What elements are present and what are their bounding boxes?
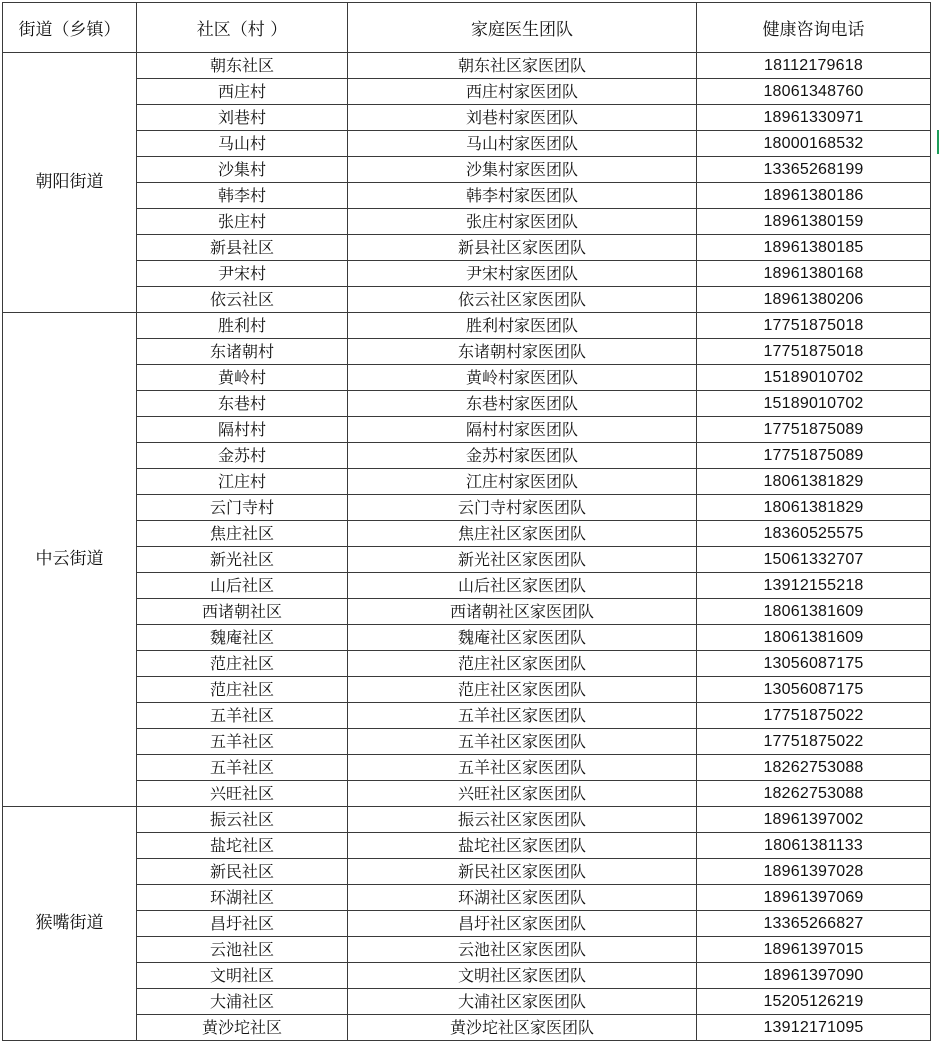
header-team: 家庭医生团队 [348,3,697,53]
phone-cell: 18961380185 [697,235,931,261]
table-row [3,131,931,157]
phone-cell: 15189010702 [697,391,931,417]
street-cell: 朝阳街道 [3,53,137,313]
phone-cell: 15189010702 [697,365,931,391]
table-row [3,365,931,391]
phone-cell: 18061381609 [697,625,931,651]
phone-cell: 18961397015 [697,937,931,963]
table-row [3,287,931,313]
team-cell: 新民社区家医团队 [348,859,697,885]
phone-cell: 13912155218 [697,573,931,599]
phone-cell: 17751875022 [697,729,931,755]
community-cell: 五羊社区 [137,703,348,729]
street-cell: 猴嘴街道 [3,807,137,1041]
table-row [3,209,931,235]
community-cell: 振云社区 [137,807,348,833]
doctor-team-table [2,2,931,1041]
community-cell: 依云社区 [137,287,348,313]
community-cell: 朝东社区 [137,53,348,79]
table-row [3,105,931,131]
team-cell: 文明社区家医团队 [348,963,697,989]
phone-cell: 18961397069 [697,885,931,911]
table-row [3,911,931,937]
team-cell: 江庄村家医团队 [348,469,697,495]
team-cell: 云池社区家医团队 [348,937,697,963]
table-row [3,729,931,755]
phone-cell: 18000168532 [697,131,931,157]
community-cell: 黄岭村 [137,365,348,391]
community-cell: 尹宋村 [137,261,348,287]
community-cell: 范庄社区 [137,651,348,677]
team-cell: 西诸朝社区家医团队 [348,599,697,625]
table-row [3,859,931,885]
table-row [3,53,931,79]
table-row [3,1015,931,1041]
community-cell: 文明社区 [137,963,348,989]
community-cell: 韩李村 [137,183,348,209]
phone-cell: 18262753088 [697,781,931,807]
phone-cell: 18961397090 [697,963,931,989]
team-cell: 新县社区家医团队 [348,235,697,261]
header-street: 街道（乡镇） [3,3,137,53]
phone-cell: 18112179618 [697,53,931,79]
community-cell: 昌圩社区 [137,911,348,937]
phone-cell: 18061348760 [697,79,931,105]
phone-cell: 17751875022 [697,703,931,729]
team-cell: 大浦社区家医团队 [348,989,697,1015]
phone-cell: 18262753088 [697,755,931,781]
phone-cell: 18961380168 [697,261,931,287]
phone-cell: 18360525575 [697,521,931,547]
table-row [3,391,931,417]
team-cell: 新光社区家医团队 [348,547,697,573]
team-cell: 东诸朝村家医团队 [348,339,697,365]
phone-cell: 18061381829 [697,469,931,495]
phone-cell: 18961380186 [697,183,931,209]
community-cell: 新民社区 [137,859,348,885]
community-cell: 沙集村 [137,157,348,183]
team-cell: 云门寺村家医团队 [348,495,697,521]
team-cell: 环湖社区家医团队 [348,885,697,911]
table-row [3,625,931,651]
community-cell: 西庄村 [137,79,348,105]
table-row [3,157,931,183]
phone-cell: 18061381133 [697,833,931,859]
table-row [3,235,931,261]
community-cell: 山后社区 [137,573,348,599]
team-cell: 朝东社区家医团队 [348,53,697,79]
table-row [3,521,931,547]
community-cell: 新县社区 [137,235,348,261]
community-cell: 东巷村 [137,391,348,417]
table-row [3,495,931,521]
team-cell: 西庄村家医团队 [348,79,697,105]
community-cell: 隔村村 [137,417,348,443]
phone-cell: 18961397002 [697,807,931,833]
team-cell: 范庄社区家医团队 [348,651,697,677]
team-cell: 尹宋村家医团队 [348,261,697,287]
table-row [3,937,931,963]
community-cell: 云池社区 [137,937,348,963]
header-row [3,3,931,53]
team-cell: 沙集村家医团队 [348,157,697,183]
table-row [3,781,931,807]
table-row [3,79,931,105]
phone-cell: 13056087175 [697,651,931,677]
community-cell: 黄沙坨社区 [137,1015,348,1041]
community-cell: 兴旺社区 [137,781,348,807]
community-cell: 新光社区 [137,547,348,573]
phone-cell: 17751875089 [697,417,931,443]
phone-cell: 18961330971 [697,105,931,131]
phone-cell: 15205126219 [697,989,931,1015]
table-row [3,261,931,287]
community-cell: 云门寺村 [137,495,348,521]
table-row [3,339,931,365]
community-cell: 江庄村 [137,469,348,495]
header-community: 社区（村 ） [137,3,348,53]
community-cell: 东诸朝村 [137,339,348,365]
community-cell: 马山村 [137,131,348,157]
table-body [3,53,931,1041]
phone-cell: 18961380206 [697,287,931,313]
team-cell: 山后社区家医团队 [348,573,697,599]
table-row [3,599,931,625]
team-cell: 五羊社区家医团队 [348,729,697,755]
phone-cell: 17751875018 [697,339,931,365]
team-cell: 五羊社区家医团队 [348,755,697,781]
phone-cell: 13912171095 [697,1015,931,1041]
team-cell: 韩李村家医团队 [348,183,697,209]
phone-cell: 17751875018 [697,313,931,339]
team-cell: 魏庵社区家医团队 [348,625,697,651]
table-row [3,443,931,469]
team-cell: 盐坨社区家医团队 [348,833,697,859]
team-cell: 张庄村家医团队 [348,209,697,235]
table-row [3,183,931,209]
team-cell: 依云社区家医团队 [348,287,697,313]
table-row [3,417,931,443]
team-cell: 黄沙坨社区家医团队 [348,1015,697,1041]
team-cell: 马山村家医团队 [348,131,697,157]
team-cell: 振云社区家医团队 [348,807,697,833]
table-row [3,885,931,911]
phone-cell: 18061381609 [697,599,931,625]
community-cell: 五羊社区 [137,755,348,781]
team-cell: 黄岭村家医团队 [348,365,697,391]
community-cell: 金苏村 [137,443,348,469]
phone-cell: 15061332707 [697,547,931,573]
team-cell: 五羊社区家医团队 [348,703,697,729]
community-cell: 张庄村 [137,209,348,235]
table-row [3,963,931,989]
team-cell: 昌圩社区家医团队 [348,911,697,937]
community-cell: 焦庄社区 [137,521,348,547]
team-cell: 东巷村家医团队 [348,391,697,417]
phone-cell: 18961380159 [697,209,931,235]
table-row [3,651,931,677]
team-cell: 金苏村家医团队 [348,443,697,469]
community-cell: 刘巷村 [137,105,348,131]
table-row [3,703,931,729]
table-row [3,833,931,859]
header-phone: 健康咨询电话 [697,3,931,53]
table-row [3,313,931,339]
phone-cell: 18061381829 [697,495,931,521]
table-row [3,755,931,781]
table-row [3,547,931,573]
table-row [3,989,931,1015]
table-row [3,573,931,599]
community-cell: 胜利村 [137,313,348,339]
team-cell: 隔村村家医团队 [348,417,697,443]
community-cell: 大浦社区 [137,989,348,1015]
table-row [3,469,931,495]
team-cell: 焦庄社区家医团队 [348,521,697,547]
team-cell: 范庄社区家医团队 [348,677,697,703]
community-cell: 魏庵社区 [137,625,348,651]
table-row [3,807,931,833]
phone-cell: 13365268199 [697,157,931,183]
street-cell: 中云街道 [3,313,137,807]
phone-cell: 18961397028 [697,859,931,885]
community-cell: 盐坨社区 [137,833,348,859]
phone-cell: 17751875089 [697,443,931,469]
team-cell: 刘巷村家医团队 [348,105,697,131]
community-cell: 范庄社区 [137,677,348,703]
community-cell: 环湖社区 [137,885,348,911]
phone-cell: 13056087175 [697,677,931,703]
community-cell: 五羊社区 [137,729,348,755]
team-cell: 胜利村家医团队 [348,313,697,339]
table-row [3,677,931,703]
team-cell: 兴旺社区家医团队 [348,781,697,807]
phone-cell: 13365266827 [697,911,931,937]
community-cell: 西诸朝社区 [137,599,348,625]
